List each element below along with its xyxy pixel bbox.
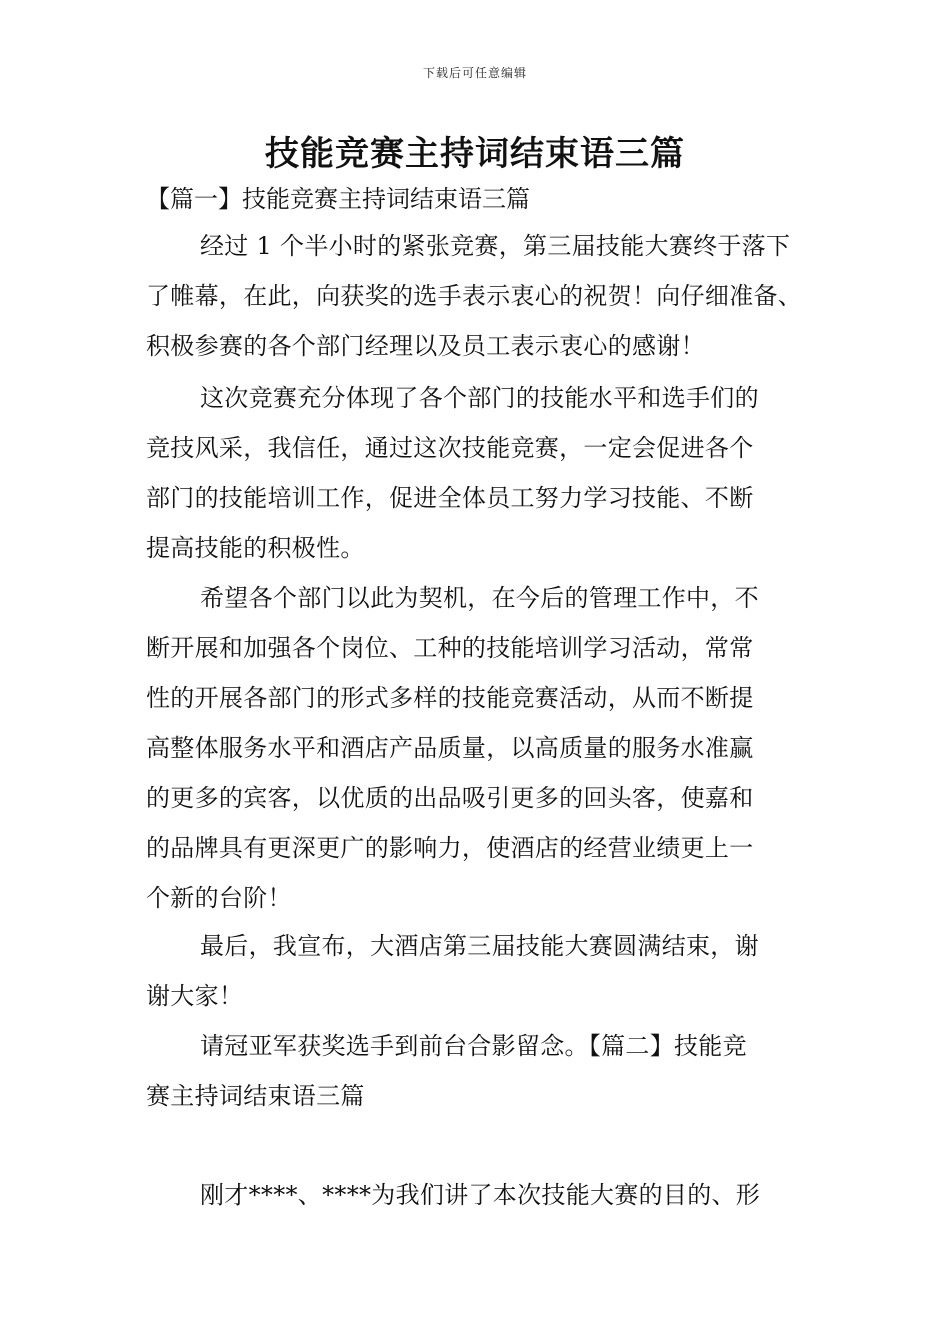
paragraph-2	[146, 373, 826, 573]
paragraph-line: 最后，我宣布，大酒店第三届技能大赛圆满结束，谢	[200, 932, 759, 960]
paragraph-line: 刚才****、****为我们讲了本次技能大赛的目的、形	[200, 1181, 761, 1209]
paragraph-5	[146, 1021, 826, 1121]
paragraph-line: 经过 1 个半小时的紧张竞赛，第三届技能大赛终于落下	[200, 232, 791, 260]
paragraph-line: 这次竞赛充分体现了各个部门的技能水平和选手们的	[200, 384, 759, 412]
paragraph-4	[146, 921, 826, 1021]
paragraph-line: 希望各个部门以此为契机，在今后的管理工作中，不	[200, 584, 759, 612]
paragraph-line: 竞技风采，我信任，通过这次技能竞赛，一定会促进各个	[146, 434, 754, 462]
paragraph-line: 的品牌具有更深更广的影响力，使酒店的经营业绩更上一	[146, 834, 754, 862]
paragraph-line: 赛主持词结束语三篇	[146, 1082, 365, 1110]
paragraph-6	[146, 1170, 826, 1220]
paragraph-line: 断开展和加强各个岗位、工种的技能培训学习活动，常常	[146, 634, 754, 662]
paragraph-line: 的更多的宾客，以优质的出品吸引更多的回头客，使嘉和	[146, 784, 754, 812]
header-note: 下载后可任意编辑	[422, 66, 527, 80]
paragraph-line: 请冠亚军获奖选手到前台合影留念。【篇二】技能竞	[200, 1032, 747, 1060]
paragraph-line: 积极参赛的各个部门经理以及员工表示衷心的感谢！	[146, 332, 705, 360]
paragraph-line: 提高技能的积极性。	[146, 534, 365, 562]
paragraph-line: 性的开展各部门的形式多样的技能竞赛活动，从而不断提	[146, 684, 754, 712]
paragraph-line: 个新的台阶！	[146, 884, 292, 912]
paragraph-line: 了帷幕，在此，向获奖的选手表示衷心的祝贺！向仔细准备、	[146, 282, 803, 310]
paragraph-1	[146, 221, 826, 371]
paragraph-line: 谢大家！	[146, 982, 244, 1010]
document-title: 技能竞赛主持词结束语三篇	[265, 134, 685, 174]
section-heading-part-one: 【篇一】技能竞赛主持词结束语三篇	[146, 185, 530, 213]
paragraph-line: 高整体服务水平和酒店产品质量，以高质量的服务水准赢	[146, 734, 754, 762]
paragraph-line: 部门的技能培训工作，促进全体员工努力学习技能、不断	[146, 484, 754, 512]
paragraph-3	[146, 573, 826, 923]
